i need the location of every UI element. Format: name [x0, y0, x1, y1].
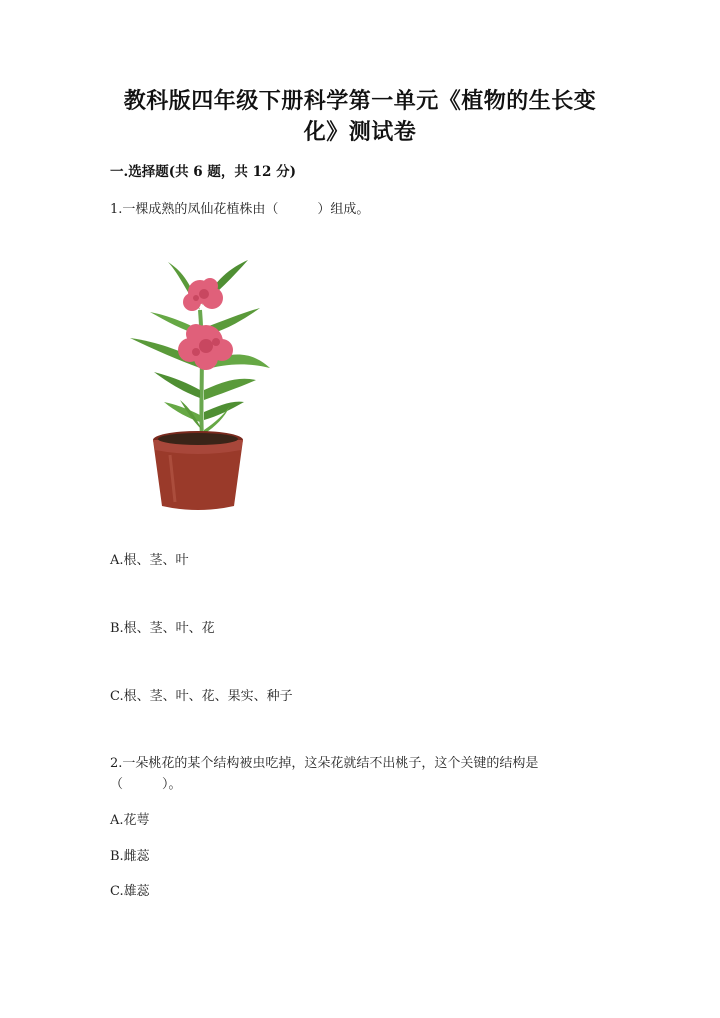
section-heading: 一.选择题(共 6 题，共 12 分) — [110, 164, 296, 180]
potted-plant-image — [120, 250, 280, 515]
question-2-option-b: B.雌蕊 — [110, 849, 150, 864]
question-2-option-a: A.花萼 — [110, 813, 150, 828]
title-line-1: 教科版四年级下册科学第一单元《植物的生长变 — [123, 88, 597, 114]
question-2-stem: 2.一朵桃花的某个结构被虫吃掉，这朵花就结不出桃子，这个关键的结构是（ ）。 — [110, 756, 539, 792]
question-1-option-a: A.根、茎、叶 — [110, 553, 189, 568]
question-2-option-c: C.雄蕊 — [110, 884, 150, 899]
title-line-2: 化》测试卷 — [303, 119, 417, 145]
question-1-stem: 1.一棵成熟的凤仙花植株由（ ）组成。 — [110, 202, 370, 217]
question-1-option-c: C.根、茎、叶、花、果实、种子 — [110, 689, 293, 704]
document-title — [110, 86, 610, 148]
potted-balsam-plant-icon — [120, 250, 280, 515]
question-1-option-b: B.根、茎、叶、花 — [110, 621, 215, 636]
